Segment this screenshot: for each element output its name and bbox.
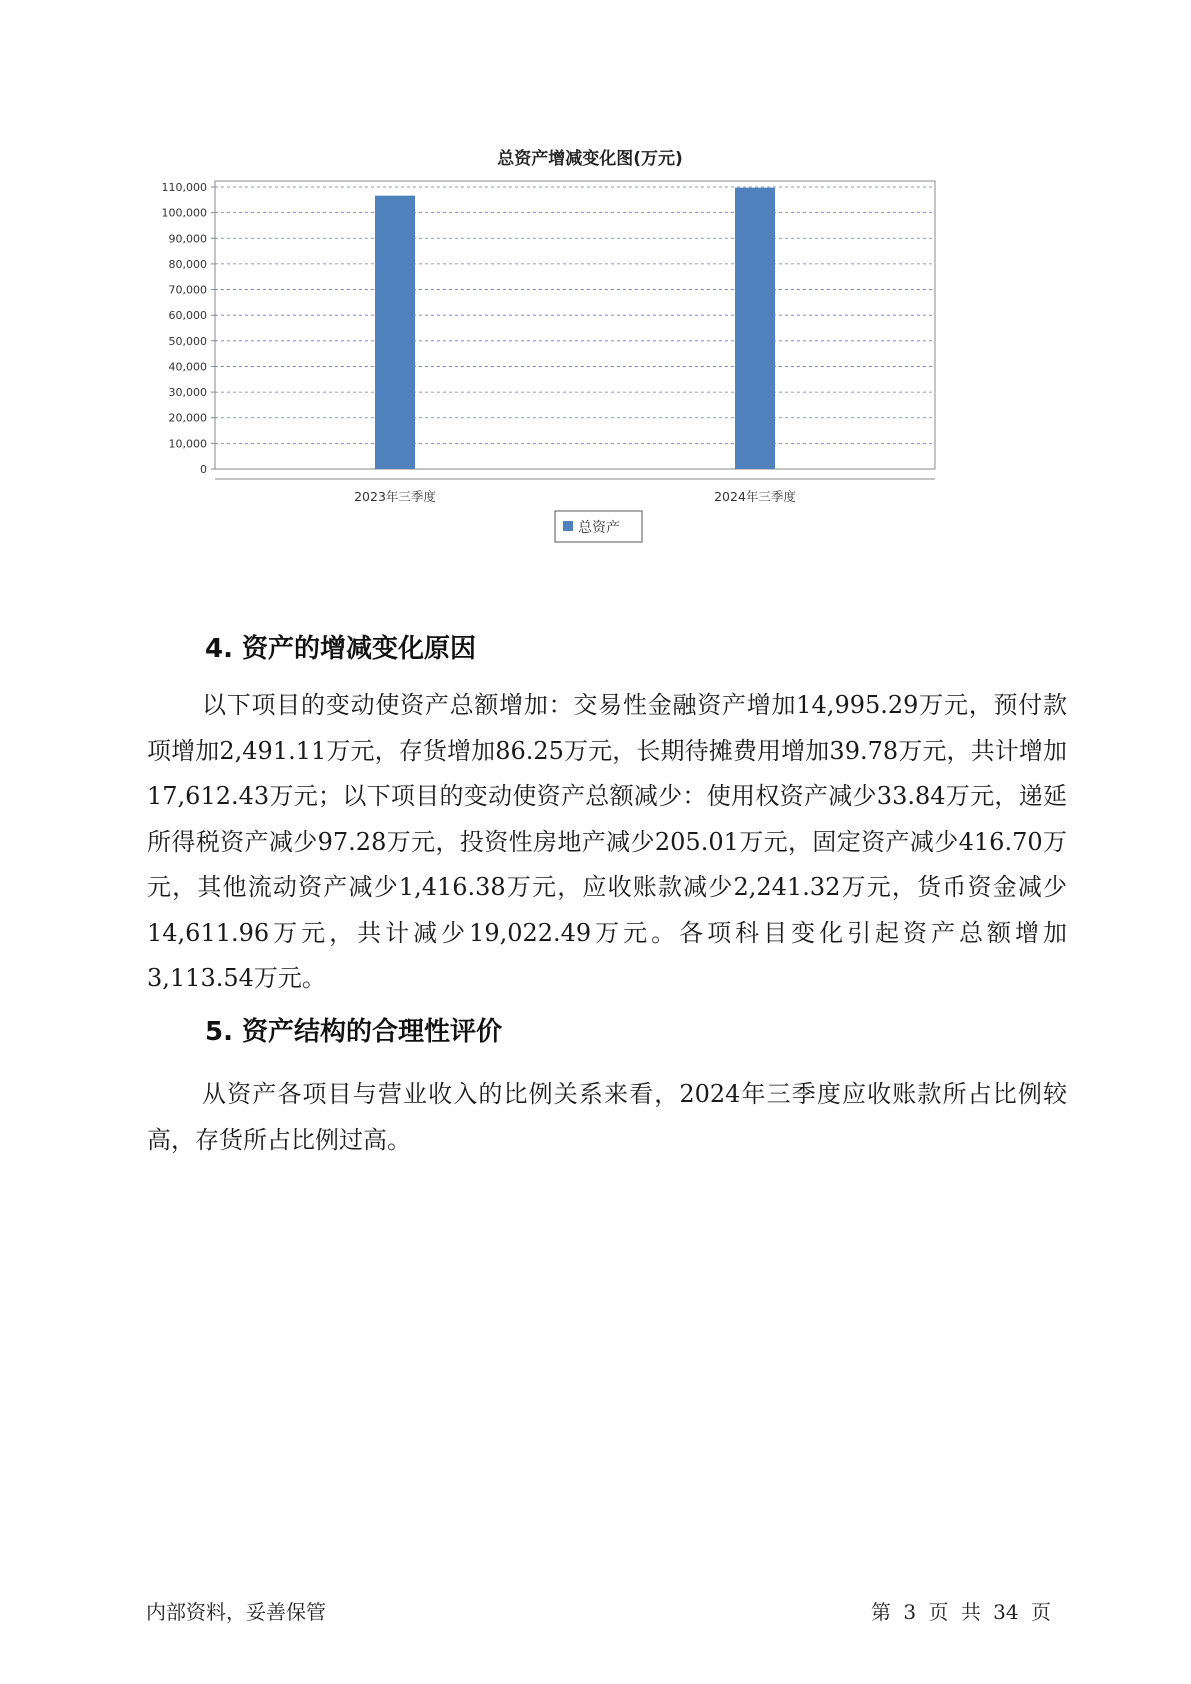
y-tick-label: 70,000 <box>168 283 207 297</box>
y-tick-label: 60,000 <box>168 309 207 323</box>
chart-title: 总资产增减变化图(万元) <box>497 149 683 169</box>
x-category-label: 2024年三季度 <box>714 489 796 504</box>
y-tick-label: 10,000 <box>168 437 207 451</box>
footer-page-number: 第 3 页 共 34 页 <box>871 1600 1051 1624</box>
section-heading-5: 5. 资产结构的合理性评价 <box>205 1017 503 1047</box>
bar-chart <box>150 140 1030 600</box>
y-tick-label: 110,000 <box>161 181 207 194</box>
chart-axes <box>211 181 935 479</box>
y-tick-label: 30,000 <box>168 386 207 400</box>
chart-gridlines <box>215 187 935 469</box>
section-heading-4: 4. 资产的增减变化原因 <box>205 634 477 664</box>
y-tick-label: 0 <box>200 463 207 476</box>
y-tick-label: 100,000 <box>161 206 207 220</box>
x-category-label: 2023年三季度 <box>354 489 436 504</box>
y-tick-label: 40,000 <box>168 360 207 374</box>
y-tick-label: 50,000 <box>168 334 207 348</box>
plot-frame <box>215 181 935 469</box>
y-tick-label: 20,000 <box>168 411 207 425</box>
y-tick-label: 90,000 <box>168 232 207 246</box>
chart-tick-labels <box>162 181 797 504</box>
chart-svg <box>150 140 1030 600</box>
chart-legend <box>555 511 642 542</box>
chart-bars <box>375 188 775 469</box>
bar-2 <box>735 188 775 469</box>
legend-swatch <box>563 521 573 531</box>
section-body-4: 以下项目的变动使资产总额增加：交易性金融资产增加14,995.29万元，预付款项增加2,491.11万元，存货增加86.25万元，长期待摊费用增加39.78万元，共计增加17,612.43万元；以下项目的变动使资产总额减少：使用权资产减少33.84万元，递延所得税资产减少97.28万元，投资性房地产减少205.01万元，固定资产减少416.70万元，其他流动资产减少1,416.38万元，应收账款减少2,241.32万元，货币资金减少14,611.96万元，共计减少19,022.49万元。各项科目变化引起资产总额增加3,113.54万元。 <box>147 691 1067 992</box>
bar-1 <box>375 196 415 469</box>
footer-confidential-note: 内部资料，妥善保管 <box>146 1600 326 1624</box>
legend-label: 总资产 <box>578 520 620 536</box>
y-tick-label: 80,000 <box>168 257 207 271</box>
section-body-5: 从资产各项目与营业收入的比例关系来看，2024年三季度应收账款所占比例较高，存货所占比例过高。 <box>147 1080 1067 1154</box>
